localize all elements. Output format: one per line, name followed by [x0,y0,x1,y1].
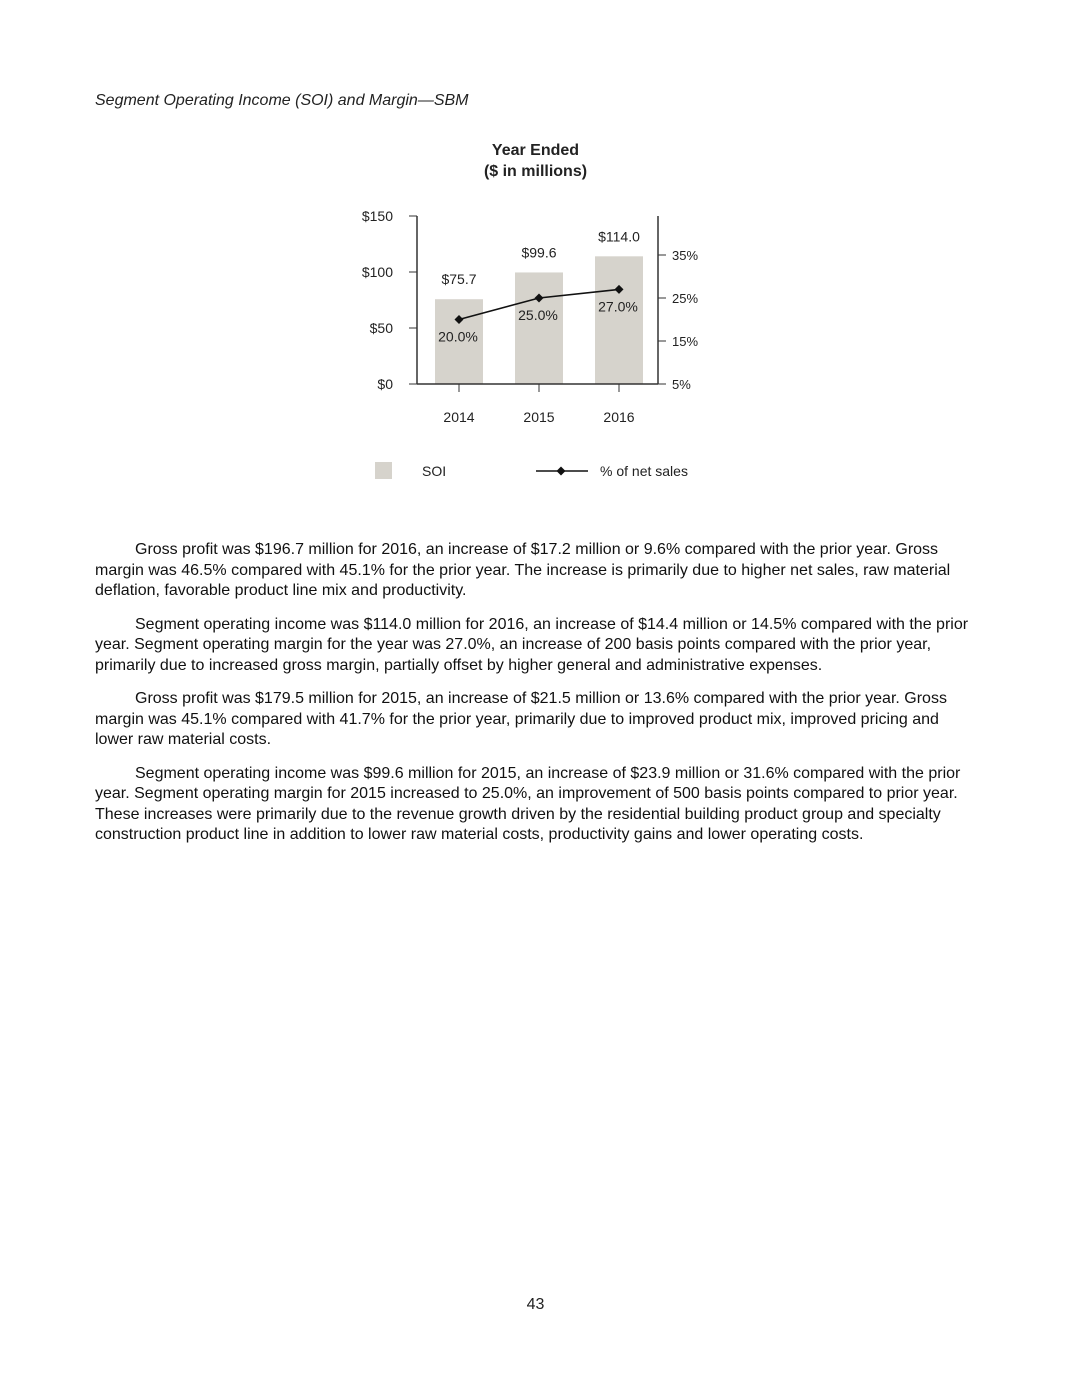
legend-margin-label: % of net sales [600,463,688,479]
right-tick-label: 25% [672,291,699,306]
x-tick-label: 2014 [443,409,475,425]
margin-value-label: 25.0% [518,307,558,323]
margin-value-label: 20.0% [438,328,478,345]
chart-title: Year Ended [491,142,580,159]
bar-2015 [515,272,563,384]
x-tick-label: 2016 [603,409,635,425]
legend-soi-label: SOI [422,463,447,479]
left-tick-label: $150 [361,208,393,224]
paragraph: Gross profit was $179.5 million for 2015, an increase of $21.5 million or 13.6% compared with the prior year. Gross margin was 45.1% compared with 41.7% for the prior year, primarily due to improved product mix, improved pricing and lower raw material costs. [95,690,947,748]
margin-value-label: 27.0% [598,298,638,315]
bar-value-label: $99.6 [521,244,557,261]
left-tick-label: $100 [361,264,393,280]
bar-value-label: $75.7 [441,271,477,288]
right-tick-label: 5% [672,377,691,392]
legend-soi-swatch [375,462,392,479]
legend-margin-marker [557,467,566,476]
paragraph: Segment operating income was $99.6 million for 2015, an increase of $23.9 million or 31.6% compared with the prior year. Segment operating margin for 2015 increased to 25.0%, an improvement of 500 basis points compared to prior year. These increases were primarily due to the revenue growth driven by the residential building product group and specialty construction product line in addition to lower raw material costs, productivity gains and lower operating costs. [95,764,961,843]
left-tick-label: $0 [377,376,393,392]
section-heading: Segment Operating Income (SOI) and Margin—SBM [95,92,469,109]
paragraph: Gross profit was $196.7 million for 2016, an increase of $17.2 million or 9.6% compared with the prior year. Gross margin was 46.5% compared with 45.1% for the prior year. The increase is primarily due to higher net sales, raw material deflation, favorable product line mix and productivity. [95,541,951,599]
chart [0,0,1071,520]
paragraph: Segment operating income was $114.0 million for 2016, an increase of $14.4 million or 14.5% compared with the prior year. Segment operating margin for the year was 27.0%, an increase of 200 basis points compared with the prior year, primarily due to increased gross margin, partially offset by higher general and administrative expenses. [95,615,969,674]
bar-2016 [595,256,643,384]
left-tick-label: $50 [369,320,393,336]
bar-value-label: $114.0 [598,228,640,245]
page-number: 43 [526,1296,545,1313]
right-tick-label: 35% [672,248,699,263]
body-text [95,540,975,859]
right-tick-label: 15% [672,334,699,349]
chart-subtitle: ($ in millions) [483,163,588,180]
x-tick-label: 2015 [523,409,555,425]
